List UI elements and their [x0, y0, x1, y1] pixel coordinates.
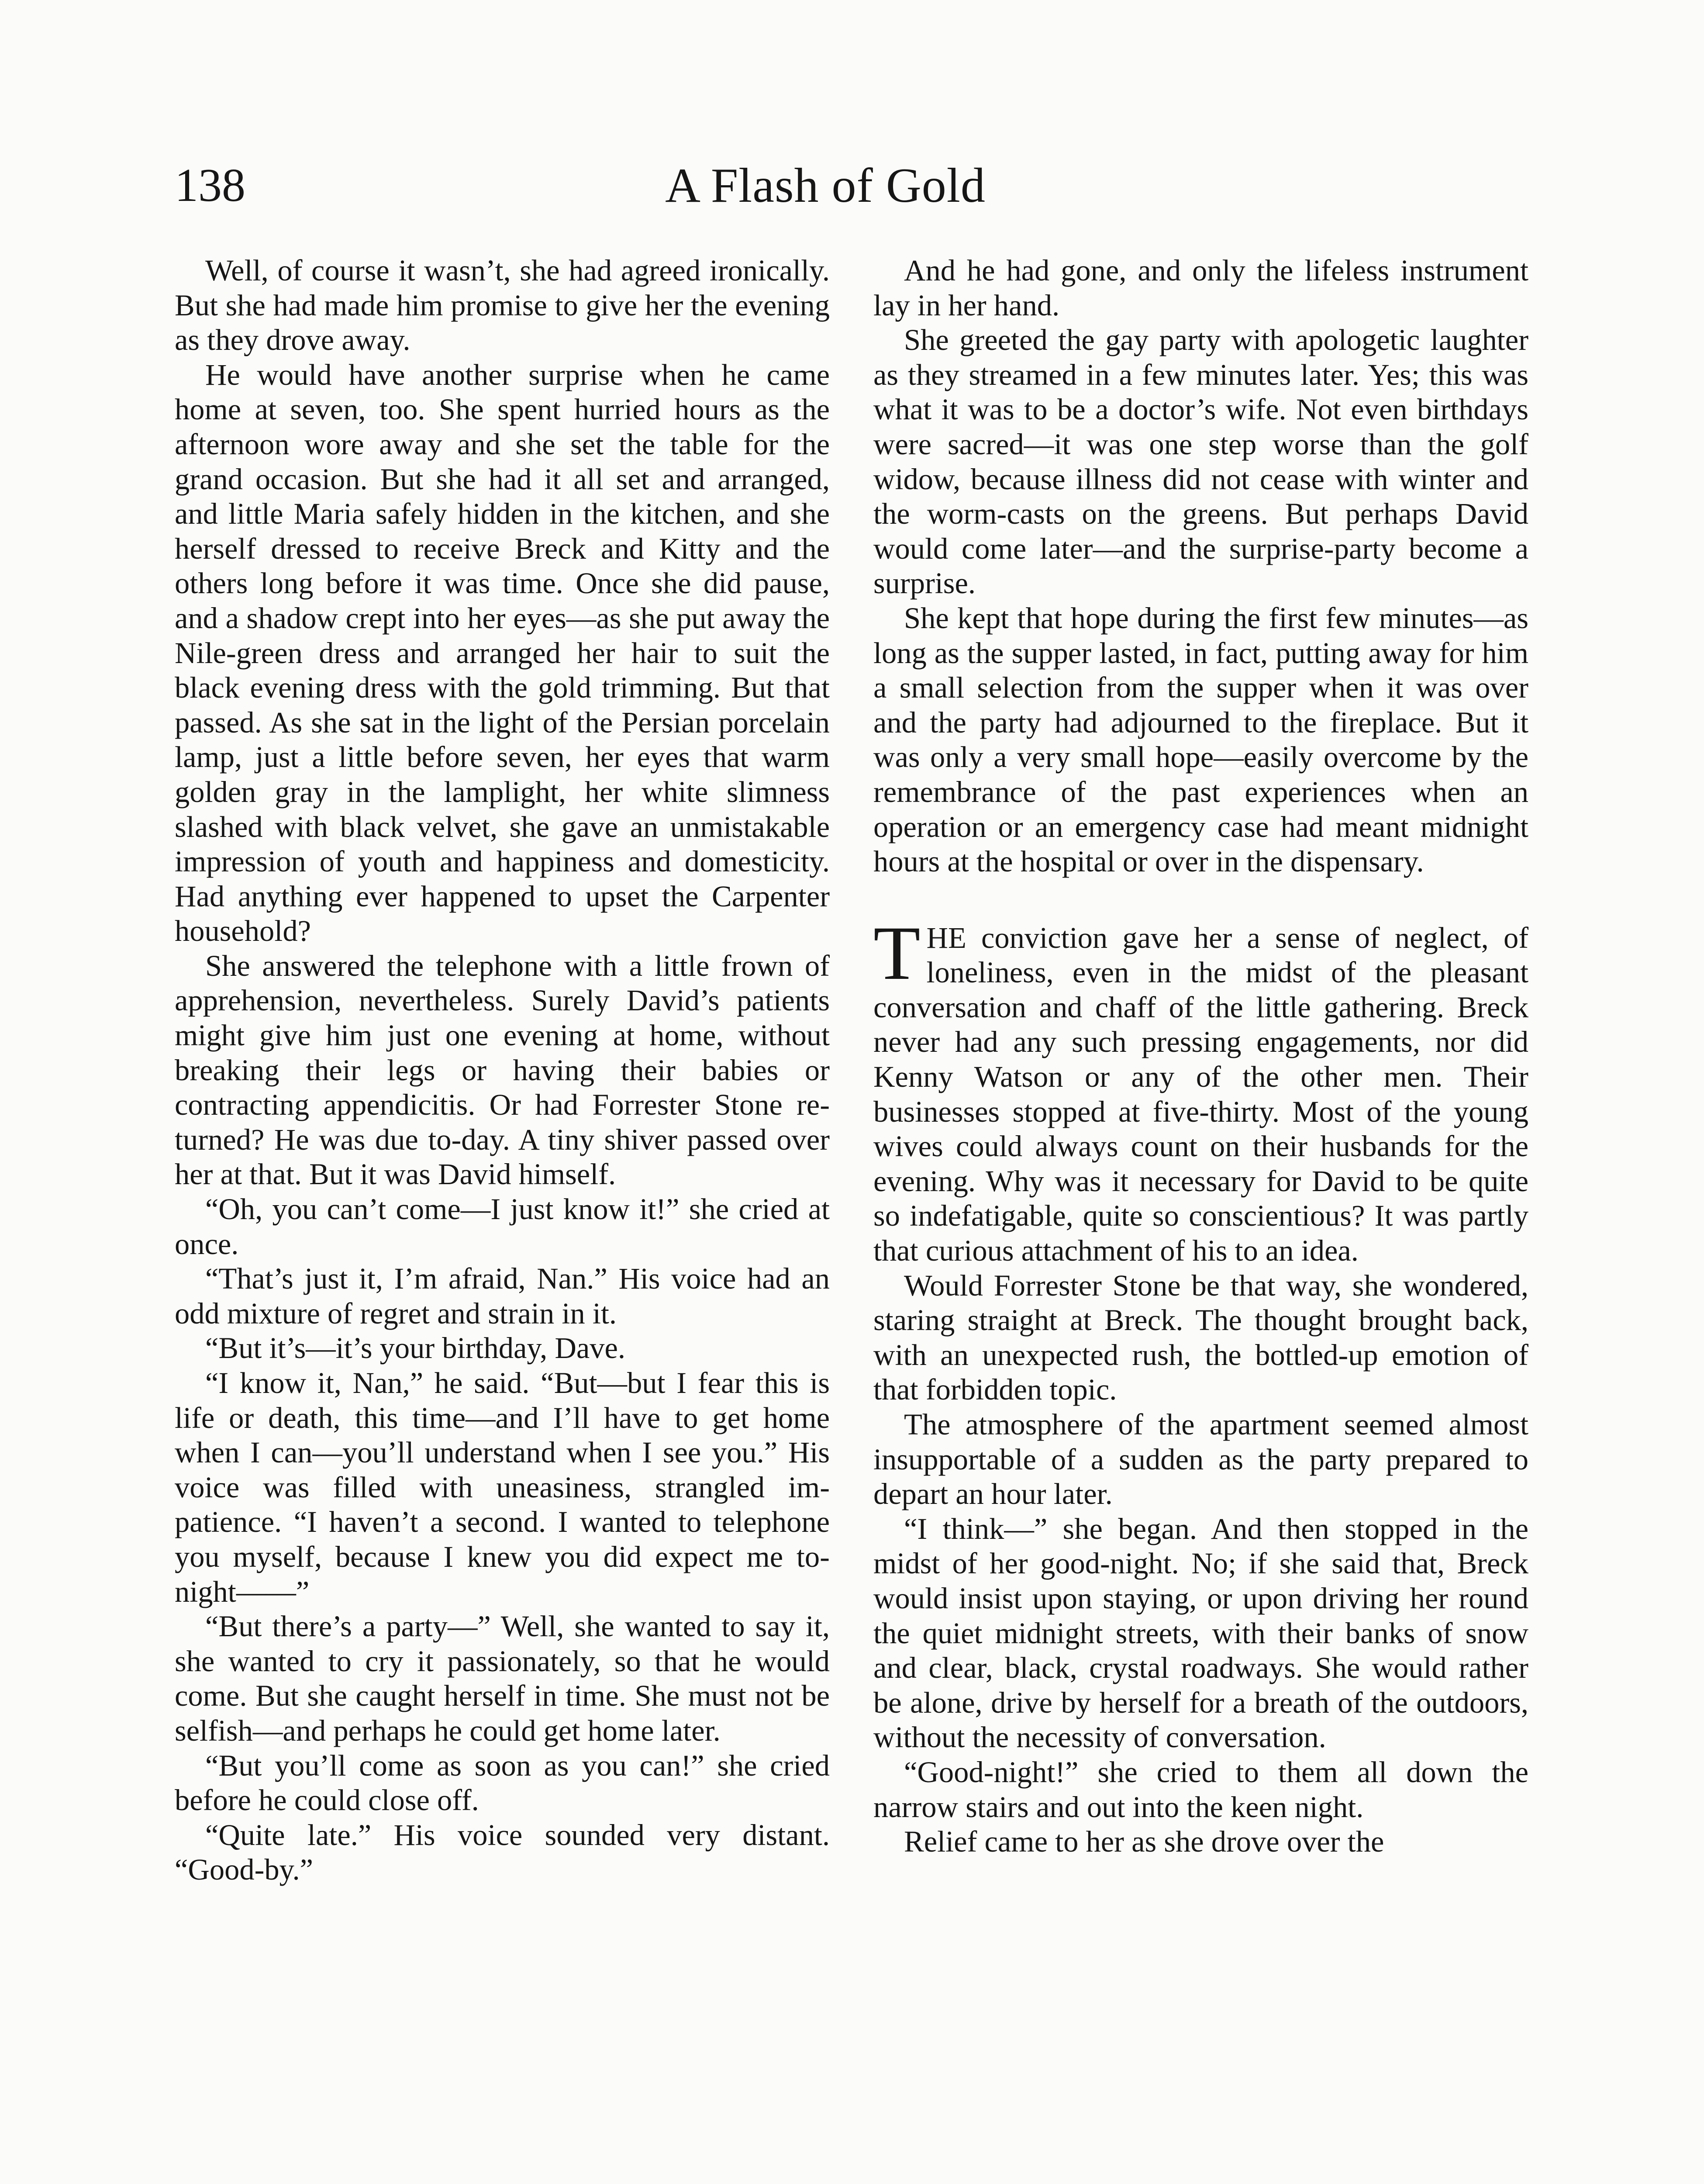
- paragraph: Relief came to her as she drove over the: [904, 1825, 1384, 1859]
- paragraph: “Good-night!” she cried to them all down the narrow stairs and out into the keen night.: [873, 1755, 1528, 1824]
- text-column-left: [175, 253, 830, 1887]
- page-header: [175, 155, 1476, 225]
- paragraph: Well, of course it wasn’t, she had agreed ironically. But she had made him promise to give her the evening as they drove away.: [175, 254, 830, 357]
- paragraph-text: HE conviction gave her a sense of neglect, of loneliness, even in the midst of the pleasant conversation and chaff of the little gathering. Breck never had any such pressing engagements, nor did Kenny Watson or any of the other men. Their businesses stopped at five-thirty. Most of the young wives could always count on their husbands for the evening. Why was it necessary for David to be quite so indefatigable, quite so conscientious? It was partly that curious attachment of his to an idea.: [873, 921, 1528, 1268]
- running-title: A Flash of Gold: [665, 159, 986, 213]
- paragraph: “Oh, you can’t come—I just know it!” she cried at once.: [175, 1192, 830, 1261]
- page-number: 138: [175, 159, 245, 211]
- paragraph: Would Forrester Stone be that way, she wondered, staring straight at Breck. The thought brought back, with an unexpected rush, the bottled-up emotion of that forbidden topic.: [873, 1268, 1528, 1406]
- paragraph: She kept that hope during the first few minutes—as long as the supper lasted, in fact, putting away for him a small selection from the supper when it was over and the party had adjourned to the fireplace. But it was only a very small hope—easily overcome by the remembrance of the past experiences when an operation or an emergency case had meant midnight hours at the hospital or over in the dispensary.: [873, 601, 1528, 878]
- drop-cap: T: [873, 910, 921, 996]
- paragraph: “But it’s—it’s your birthday, Dave.: [205, 1331, 626, 1365]
- paragraph: He would have another surprise when he came home at seven, too. She spent hurried hours as the afternoon wore away and she set the table for the grand occasion. But she had it all set and arranged, and little Maria safely hidden in the kitchen, and she herself dressed to receive Breck and Kitty and the others long before it was time. Once she did pause, and a shadow crept into her eyes—as she put away the Nile-green dress and arranged her hair to suit the black evening dress with the gold trimming. But that passed. As she sat in the light of the Persian porcelain lamp, just a little before seven, her eyes that warm golden gray in the lamplight, her white slimness slashed with black velvet, she gave an unmistakable impression of youth and happiness and domesticity. Had anything ever happened to upset the Carpenter household?: [175, 358, 830, 948]
- paragraph: “But you’ll come as soon as you can!” she cried before he could close off.: [175, 1749, 830, 1817]
- paragraph: “But there’s a party—” Well, she wanted to say it, she wanted to cry it passionately, so that he would come. But she caught herself in time. She must not be selfish—and perhaps he could get home later.: [175, 1610, 830, 1747]
- paragraph: “Quite late.” His voice sounded very distant. “Good-by.”: [175, 1818, 830, 1887]
- paragraph: And he had gone, and only the lifeless instrument lay in her hand.: [873, 254, 1528, 322]
- paragraph: She greeted the gay party with apologetic laughter as they streamed in a few minutes later. Yes; this was what it was to be a doctor’s wife. Not even birthdays were sacred—it was one step worse than the golf widow, because illness did not cease with winter and the worm-casts on the greens. But perhaps David would come later—and the surprise-party become a surprise.: [873, 323, 1528, 600]
- paragraph: “I know it, Nan,” he said. “But—but I fear this is life or death, this time—and I’ll have to get home when I can—you’ll understand when I see you.” His voice was filled with uneasiness, strangled impatience. “I haven’t a second. I wanted to telephone you myself, because I knew you did expect me to-night——”: [175, 1366, 830, 1608]
- text-column-right: [873, 253, 1528, 1859]
- paragraph: She answered the telephone with a little frown of apprehension, nevertheless. Surely David’s patients might give him just one evening at home, without breaking their legs or having their babies or contracting appendicitis. Or had Forrester Stone returned? He was due to-day. A tiny shiver passed over her at that. But it was David himself.: [175, 949, 830, 1191]
- paragraph: “That’s just it, I’m afraid, Nan.” His voice had an odd mixture of regret and strain in it.: [175, 1262, 830, 1330]
- paragraph: “I think—” she began. And then stopped in the midst of her good-night. No; if she said that, Breck would insist upon staying, or upon driving her round the quiet midnight streets, with their banks of snow and clear, black, crystal roadways. She would rather be alone, drive by herself for a breath of the outdoors, without the necessity of conversation.: [873, 1512, 1528, 1754]
- section-opening-paragraph: [873, 910, 1528, 1268]
- paragraph: The atmosphere of the apartment seemed almost insupportable of a sudden as the party prepared to depart an hour later.: [873, 1408, 1528, 1511]
